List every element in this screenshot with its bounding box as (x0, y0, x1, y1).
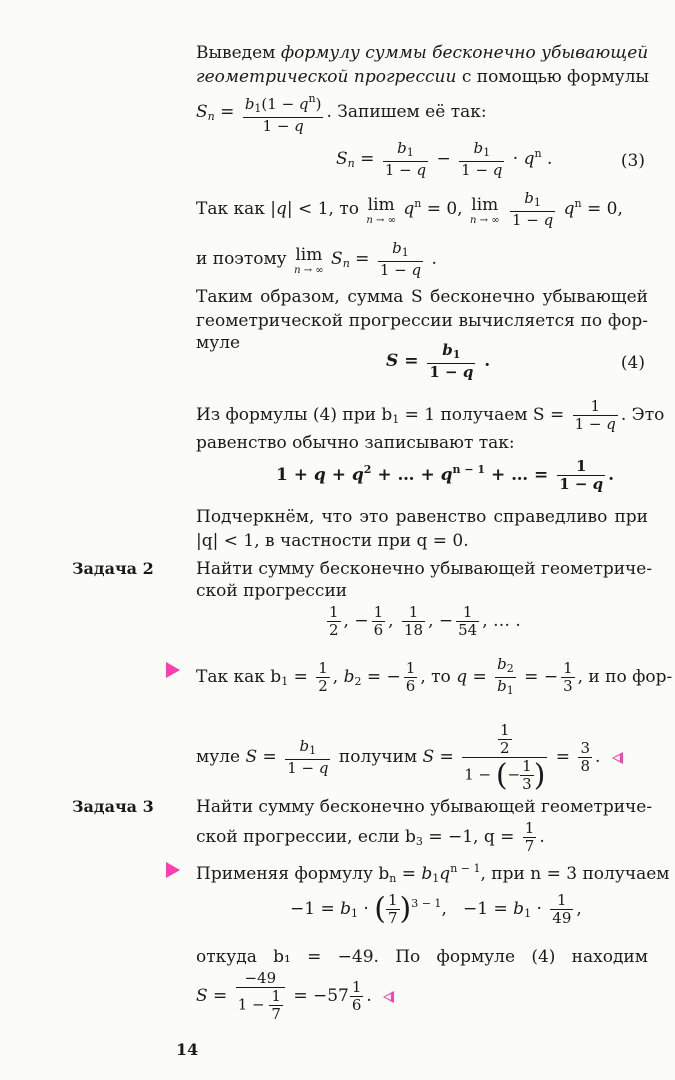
solution-end-marker (383, 991, 394, 1003)
solution-end-marker (612, 752, 623, 764)
text-line: |q| < 1, в частности при q = 0. (196, 531, 469, 551)
text-line: равенство обычно записывают так: (196, 433, 515, 453)
text-line: Применяя формулу $b_n = b_1q^{n - 1}$, при n = 3 получаем (196, 862, 670, 885)
formula-limits: Так как |q| < 1, то lim n → ∞ $q^n = 0$, lim n → ∞ $\frac{b_1}{1 - q}$ $q^n = 0$, (196, 189, 623, 229)
text-line: геометрической прогрессии с помощью формулы (196, 67, 650, 87)
solution-start-marker (166, 862, 180, 878)
text-line: Так как $b_1$ = $\frac{1}{2}$ , $b_2$ = − $\frac{1}{6}$ , то q = $\frac{b_2}{b_1}$ = − $\frac{1}{3}$ , и по фор- (196, 655, 673, 697)
text-line: геометрической прогрессии вычисляется по фор- (196, 311, 648, 331)
page-number: 14 (176, 1040, 199, 1059)
text-line: Из формулы (4) при $b_1 = 1$ получаем S = $\frac{1}{1 - q}$ . Это (196, 397, 665, 433)
equation-number-4: (4) (620, 353, 645, 373)
text-line: откуда b₁ = −49. По формуле (4) находим (196, 947, 648, 967)
solution-start-marker (166, 662, 180, 678)
task-label: Задача 3 (72, 797, 154, 816)
equation-number-3: (3) (620, 151, 645, 171)
formula-task2-result: муле S = $\frac{b_1}{1 - q}$ получим S = $\frac{1}{2}$ 1 − (− $\frac{1}{3}$ ) = $\frac{3}{8}$ . (196, 722, 623, 793)
text-line: ской прогрессии, если $b_3 = -1$, q = $\frac{1}{7}$ . (196, 819, 545, 855)
formula-sn-short: $S_n$ = $\frac{b_1(1 - q^n)}{1 - q}$ . Запишем её так: (196, 92, 487, 135)
text-line: Выведем формулу суммы бесконечно убывающей (196, 43, 649, 63)
formula-sequence: $\frac{1}{2}$ , − $\frac{1}{6}$ , $\frac{1}{18}$ , − $\frac{1}{54}$ , … . (329, 603, 521, 639)
task-label: Задача 2 (72, 559, 154, 578)
text-line: Подчеркнём, что это равенство справедливо при (196, 507, 648, 527)
formula-task3-result: S = −49 1 − $\frac{1}{7}$ = −57 $\frac{1}{6}$ . (196, 970, 394, 1023)
formula-3: $S_n$ = $\frac{b_1}{1 - q}$ − $\frac{b_1}{1 - q}$ · $q^n$ . (336, 139, 553, 179)
text-line: Таким образом, сумма S бесконечно убывающей (196, 287, 648, 307)
text-line: муле (196, 333, 241, 353)
formula-series: $1 + q + q^2$ + … + $q^{n - 1}$ + … = $\frac{1}{1 - q}$ . (276, 457, 615, 493)
text-line: Найти сумму бесконечно убывающей геометриче- (196, 797, 653, 817)
formula-lim-sn: и поэтому lim n → ∞ $S_n$ = $\frac{b_1}{1 - q}$ . (196, 239, 437, 279)
formula-4: S = $\frac{b_1}{1 - q}$ . (386, 341, 491, 381)
formula-task3-b1: $-1 = b_1$ · ( $\frac{1}{7}$ )$^{3 - 1}$, $-1 = b_1$ · $\frac{1}{49}$ , (290, 891, 582, 927)
text-line: ской прогрессии (196, 581, 348, 601)
text-line: Найти сумму бесконечно убывающей геометриче- (196, 559, 653, 579)
